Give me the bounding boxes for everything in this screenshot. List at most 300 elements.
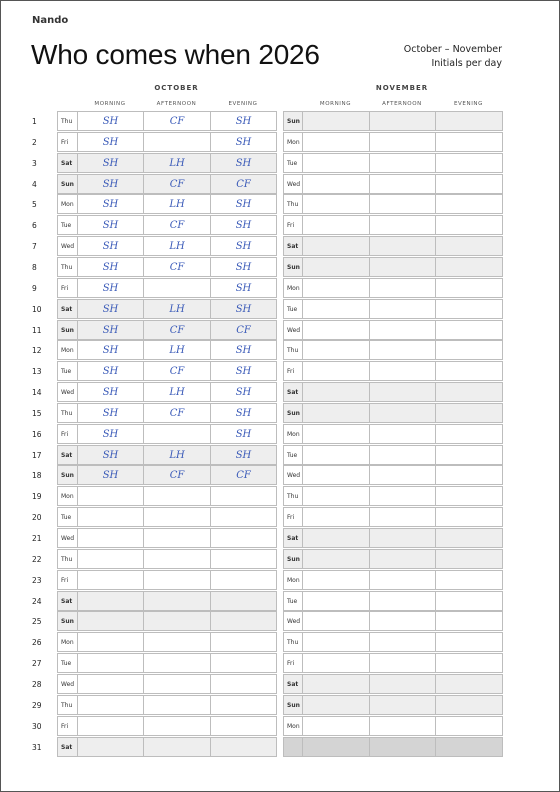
slot-morning[interactable] xyxy=(302,653,370,673)
day-number: 25 xyxy=(32,617,42,627)
day-number: 29 xyxy=(32,700,42,710)
slot-afternoon[interactable] xyxy=(369,424,436,444)
table-row xyxy=(0,717,560,737)
weekday-label: Fri xyxy=(57,424,78,444)
table-row xyxy=(0,300,560,320)
slot-evening[interactable]: SH xyxy=(210,257,277,277)
slot-evening[interactable] xyxy=(435,591,503,611)
slot-afternoon[interactable] xyxy=(143,653,211,673)
weekday-label: Fri xyxy=(57,132,78,152)
unused-cell xyxy=(283,737,303,757)
weekday-label: Sun xyxy=(283,549,303,569)
day-number: 22 xyxy=(32,554,42,564)
month-header-october: OCTOBER xyxy=(154,84,199,92)
slot-evening[interactable]: SH xyxy=(210,194,277,214)
slot-morning[interactable] xyxy=(302,465,370,485)
slot-evening[interactable]: SH xyxy=(210,340,277,360)
slot-afternoon[interactable]: CF xyxy=(143,320,211,340)
col-header-afternoon: AFTERNOON xyxy=(156,101,197,107)
slot-morning[interactable] xyxy=(302,215,370,235)
col-header-morning: MORNING xyxy=(319,101,352,107)
table-row xyxy=(0,279,560,299)
table-row xyxy=(0,175,560,195)
weekday-label: Thu xyxy=(57,257,78,277)
slot-evening[interactable] xyxy=(435,111,503,131)
slot-morning[interactable] xyxy=(302,507,370,527)
slot-afternoon[interactable] xyxy=(369,236,436,256)
table-row xyxy=(0,112,560,132)
slot-morning[interactable] xyxy=(302,424,370,444)
slot-morning[interactable] xyxy=(302,361,370,381)
slot-evening[interactable] xyxy=(435,486,503,506)
day-number: 3 xyxy=(32,158,37,168)
slot-evening[interactable] xyxy=(435,653,503,673)
slot-morning[interactable] xyxy=(302,111,370,131)
weekday-label: Sat xyxy=(283,528,303,548)
day-number: 4 xyxy=(32,179,37,189)
weekday-label: Wed xyxy=(57,236,78,256)
weekday-label: Wed xyxy=(283,465,303,485)
table-row xyxy=(0,154,560,174)
slot-afternoon[interactable] xyxy=(369,361,436,381)
slot-evening[interactable] xyxy=(210,737,277,757)
slot-morning[interactable]: SH xyxy=(77,340,144,360)
slot-afternoon[interactable]: LH xyxy=(143,236,211,256)
slot-morning[interactable] xyxy=(77,716,144,736)
slot-afternoon[interactable] xyxy=(369,382,436,402)
slot-afternoon[interactable]: LH xyxy=(143,340,211,360)
slot-morning[interactable] xyxy=(77,737,144,757)
slot-evening[interactable] xyxy=(210,674,277,694)
slot-morning[interactable] xyxy=(77,695,144,715)
weekday-label: Mon xyxy=(283,570,303,590)
table-row xyxy=(0,425,560,445)
table-row xyxy=(0,404,560,424)
slot-afternoon[interactable] xyxy=(369,528,436,548)
slot-afternoon[interactable] xyxy=(143,549,211,569)
slot-evening[interactable] xyxy=(435,570,503,590)
slot-morning[interactable] xyxy=(77,611,144,631)
slot-afternoon[interactable]: CF xyxy=(143,215,211,235)
weekday-label: Thu xyxy=(57,111,78,131)
weekday-label: Mon xyxy=(57,486,78,506)
table-row xyxy=(0,341,560,361)
slot-afternoon[interactable] xyxy=(369,278,436,298)
slot-afternoon[interactable] xyxy=(369,674,436,694)
slot-evening[interactable] xyxy=(435,424,503,444)
slot-afternoon[interactable]: LH xyxy=(143,445,211,465)
slot-morning[interactable] xyxy=(77,653,144,673)
slot-evening[interactable] xyxy=(435,153,503,173)
slot-morning[interactable]: SH xyxy=(77,403,144,423)
weekday-label: Sat xyxy=(57,591,78,611)
slot-afternoon[interactable] xyxy=(143,611,211,631)
slot-evening[interactable] xyxy=(435,215,503,235)
slot-morning[interactable] xyxy=(77,570,144,590)
weekday-label: Sun xyxy=(57,465,78,485)
slot-morning[interactable] xyxy=(302,340,370,360)
day-number: 10 xyxy=(32,304,42,314)
slot-afternoon[interactable]: CF xyxy=(143,403,211,423)
day-number: 28 xyxy=(32,679,42,689)
slot-morning[interactable]: SH xyxy=(77,299,144,319)
day-number: 1 xyxy=(32,117,37,126)
slot-afternoon[interactable] xyxy=(369,132,436,152)
slot-morning[interactable] xyxy=(302,174,370,194)
day-number: 16 xyxy=(32,429,42,439)
table-row xyxy=(0,633,560,653)
weekday-label: Sat xyxy=(283,674,303,694)
slot-afternoon[interactable] xyxy=(369,653,436,673)
slot-evening[interactable] xyxy=(435,382,503,402)
slot-afternoon[interactable] xyxy=(369,549,436,569)
slot-afternoon[interactable] xyxy=(369,611,436,631)
slot-afternoon[interactable]: CF xyxy=(143,111,211,131)
slot-morning[interactable]: SH xyxy=(77,382,144,402)
unused-cell xyxy=(369,737,436,757)
slot-afternoon[interactable]: LH xyxy=(143,299,211,319)
weekday-label: Wed xyxy=(283,320,303,340)
slot-morning[interactable] xyxy=(302,591,370,611)
slot-evening[interactable] xyxy=(435,632,503,652)
month-header-november: NOVEMBER xyxy=(375,84,429,92)
slot-morning[interactable] xyxy=(302,611,370,631)
slot-afternoon[interactable]: CF xyxy=(143,361,211,381)
slot-morning[interactable] xyxy=(302,445,370,465)
table-row xyxy=(0,592,560,612)
slot-evening[interactable] xyxy=(435,445,503,465)
weekday-label: Tue xyxy=(57,507,78,527)
slot-evening[interactable] xyxy=(435,174,503,194)
col-header-morning: MORNING xyxy=(94,101,126,107)
slot-evening[interactable]: SH xyxy=(210,361,277,381)
slot-morning[interactable]: SH xyxy=(77,153,144,173)
weekday-label: Tue xyxy=(57,653,78,673)
slot-morning[interactable]: SH xyxy=(77,174,144,194)
weekday-label: Thu xyxy=(283,340,303,360)
slot-evening[interactable] xyxy=(210,486,277,506)
slot-evening[interactable]: SH xyxy=(210,132,277,152)
slot-afternoon[interactable] xyxy=(143,632,211,652)
subtitle-range: October – November xyxy=(403,44,502,55)
slot-evening[interactable] xyxy=(210,611,277,631)
weekday-label: Sat xyxy=(57,737,78,757)
slot-evening[interactable]: SH xyxy=(210,403,277,423)
slot-morning[interactable]: SH xyxy=(77,215,144,235)
slot-morning[interactable] xyxy=(302,278,370,298)
day-number: 6 xyxy=(32,221,37,231)
slot-evening[interactable] xyxy=(435,299,503,319)
slot-morning[interactable]: SH xyxy=(77,236,144,256)
slot-morning[interactable]: SH xyxy=(77,111,144,131)
weekday-label: Thu xyxy=(283,632,303,652)
slot-evening[interactable] xyxy=(210,528,277,548)
slot-morning[interactable] xyxy=(302,570,370,590)
weekday-label: Wed xyxy=(283,611,303,631)
weekday-label: Thu xyxy=(283,194,303,214)
slot-afternoon[interactable] xyxy=(143,591,211,611)
slot-evening[interactable] xyxy=(435,194,503,214)
weekday-label: Tue xyxy=(283,153,303,173)
slot-afternoon[interactable]: CF xyxy=(143,257,211,277)
weekday-label: Sun xyxy=(283,403,303,423)
day-number: 5 xyxy=(32,200,37,210)
table-row xyxy=(0,258,560,278)
slot-evening[interactable]: CF xyxy=(210,320,277,340)
day-number: 11 xyxy=(32,325,42,335)
slot-morning[interactable]: SH xyxy=(77,257,144,277)
slot-morning[interactable] xyxy=(302,716,370,736)
table-row xyxy=(0,237,560,257)
col-header-evening: EVENING xyxy=(228,101,258,107)
day-number: 20 xyxy=(32,513,42,523)
slot-evening[interactable] xyxy=(435,465,503,485)
slot-evening[interactable]: SH xyxy=(210,299,277,319)
day-number: 9 xyxy=(32,283,37,293)
slot-evening[interactable]: SH xyxy=(210,215,277,235)
slot-afternoon[interactable] xyxy=(143,528,211,548)
weekday-label: Fri xyxy=(57,570,78,590)
slot-evening[interactable]: SH xyxy=(210,278,277,298)
slot-afternoon[interactable]: CF xyxy=(143,465,211,485)
table-row xyxy=(0,696,560,716)
slot-morning[interactable] xyxy=(302,194,370,214)
slot-evening[interactable] xyxy=(210,653,277,673)
unused-cell xyxy=(302,737,370,757)
table-row xyxy=(0,195,560,215)
slot-evening[interactable]: SH xyxy=(210,236,277,256)
slot-afternoon[interactable] xyxy=(369,320,436,340)
slot-evening[interactable] xyxy=(435,674,503,694)
day-number: 2 xyxy=(32,137,37,147)
table-row xyxy=(0,612,560,632)
weekday-label: Tue xyxy=(57,215,78,235)
table-row xyxy=(0,654,560,674)
slot-evening[interactable] xyxy=(210,716,277,736)
day-number: 21 xyxy=(32,534,42,543)
slot-evening[interactable] xyxy=(210,695,277,715)
table-row xyxy=(0,571,560,591)
slot-morning[interactable] xyxy=(302,528,370,548)
slot-afternoon[interactable]: LH xyxy=(143,382,211,402)
slot-evening[interactable] xyxy=(210,570,277,590)
day-number: 27 xyxy=(32,659,42,669)
slot-morning[interactable] xyxy=(302,257,370,277)
brand-name: Nando xyxy=(32,15,69,26)
slot-morning[interactable] xyxy=(302,695,370,715)
slot-evening[interactable] xyxy=(435,361,503,381)
day-number: 26 xyxy=(32,638,42,648)
slot-morning[interactable] xyxy=(77,507,144,527)
slot-evening[interactable] xyxy=(435,695,503,715)
slot-afternoon[interactable] xyxy=(369,215,436,235)
slot-evening[interactable] xyxy=(435,507,503,527)
slot-morning[interactable] xyxy=(302,299,370,319)
weekday-label: Fri xyxy=(283,653,303,673)
day-number: 13 xyxy=(32,367,42,377)
table-row xyxy=(0,508,560,528)
slot-afternoon[interactable] xyxy=(369,111,436,131)
weekday-label: Thu xyxy=(283,486,303,506)
slot-morning[interactable]: SH xyxy=(77,361,144,381)
table-row xyxy=(0,133,560,153)
slot-evening[interactable]: CF xyxy=(210,174,277,194)
weekday-label: Sun xyxy=(57,611,78,631)
slot-evening[interactable]: SH xyxy=(210,424,277,444)
slot-afternoon[interactable] xyxy=(369,153,436,173)
day-number: 15 xyxy=(32,408,42,418)
slot-morning[interactable] xyxy=(302,403,370,423)
slot-afternoon[interactable]: LH xyxy=(143,153,211,173)
slot-afternoon[interactable] xyxy=(369,403,436,423)
slot-evening[interactable]: CF xyxy=(210,465,277,485)
slot-afternoon[interactable] xyxy=(369,445,436,465)
slot-evening[interactable] xyxy=(435,611,503,631)
weekday-label: Fri xyxy=(283,361,303,381)
slot-morning[interactable] xyxy=(302,549,370,569)
slot-afternoon[interactable] xyxy=(143,737,211,757)
weekday-label: Mon xyxy=(283,424,303,444)
slot-afternoon[interactable] xyxy=(143,674,211,694)
table-row xyxy=(0,446,560,466)
weekday-label: Wed xyxy=(57,674,78,694)
slot-evening[interactable] xyxy=(210,632,277,652)
table-row xyxy=(0,321,560,341)
weekday-label: Sat xyxy=(283,236,303,256)
slot-evening[interactable] xyxy=(435,340,503,360)
slot-afternoon[interactable] xyxy=(143,507,211,527)
slot-afternoon[interactable] xyxy=(143,716,211,736)
slot-afternoon[interactable] xyxy=(369,257,436,277)
weekday-label: Mon xyxy=(57,194,78,214)
weekday-label: Thu xyxy=(57,403,78,423)
slot-morning[interactable]: SH xyxy=(77,465,144,485)
slot-morning[interactable] xyxy=(302,382,370,402)
slot-afternoon[interactable] xyxy=(143,695,211,715)
slot-afternoon[interactable] xyxy=(369,695,436,715)
slot-morning[interactable] xyxy=(302,674,370,694)
day-number: 18 xyxy=(32,471,42,481)
slot-morning[interactable] xyxy=(302,132,370,152)
slot-evening[interactable] xyxy=(435,716,503,736)
table-row xyxy=(0,529,560,549)
slot-evening[interactable] xyxy=(435,278,503,298)
slot-morning[interactable] xyxy=(302,236,370,256)
slot-morning[interactable]: SH xyxy=(77,194,144,214)
weekday-label: Fri xyxy=(57,716,78,736)
weekday-label: Sun xyxy=(283,695,303,715)
slot-evening[interactable] xyxy=(435,257,503,277)
table-row xyxy=(0,487,560,507)
slot-afternoon[interactable] xyxy=(369,507,436,527)
slot-morning[interactable]: SH xyxy=(77,132,144,152)
slot-afternoon[interactable] xyxy=(369,632,436,652)
slot-morning[interactable] xyxy=(302,153,370,173)
slot-afternoon[interactable] xyxy=(143,132,211,152)
weekday-label: Fri xyxy=(283,507,303,527)
slot-morning[interactable] xyxy=(77,674,144,694)
day-number: 8 xyxy=(32,262,37,272)
weekday-label: Wed xyxy=(57,382,78,402)
slot-afternoon[interactable] xyxy=(143,570,211,590)
table-row xyxy=(0,216,560,236)
slot-evening[interactable]: SH xyxy=(210,382,277,402)
weekday-label: Sat xyxy=(57,299,78,319)
slot-morning[interactable] xyxy=(77,528,144,548)
weekday-label: Sat xyxy=(57,445,78,465)
slot-afternoon[interactable] xyxy=(143,424,211,444)
slot-morning[interactable]: SH xyxy=(77,278,144,298)
weekday-label: Tue xyxy=(283,591,303,611)
weekday-label: Mon xyxy=(283,278,303,298)
day-number: 17 xyxy=(32,450,42,460)
slot-morning[interactable] xyxy=(77,591,144,611)
weekday-label: Wed xyxy=(57,528,78,548)
slot-evening[interactable] xyxy=(435,236,503,256)
slot-afternoon[interactable] xyxy=(369,465,436,485)
slot-afternoon[interactable]: LH xyxy=(143,194,211,214)
slot-afternoon[interactable] xyxy=(369,340,436,360)
weekday-label: Thu xyxy=(57,695,78,715)
slot-afternoon[interactable] xyxy=(369,299,436,319)
weekday-label: Thu xyxy=(57,549,78,569)
slot-afternoon[interactable] xyxy=(369,194,436,214)
slot-evening[interactable] xyxy=(435,320,503,340)
slot-morning[interactable] xyxy=(302,486,370,506)
slot-morning[interactable] xyxy=(302,320,370,340)
slot-afternoon[interactable] xyxy=(369,591,436,611)
slot-afternoon[interactable] xyxy=(369,716,436,736)
slot-afternoon[interactable] xyxy=(369,174,436,194)
slot-evening[interactable] xyxy=(435,403,503,423)
weekday-label: Tue xyxy=(283,299,303,319)
slot-afternoon[interactable] xyxy=(143,278,211,298)
day-number: 23 xyxy=(32,575,42,585)
weekday-label: Sun xyxy=(283,111,303,131)
slot-morning[interactable] xyxy=(302,632,370,652)
slot-afternoon[interactable]: CF xyxy=(143,174,211,194)
slot-evening[interactable] xyxy=(210,591,277,611)
page-title: Who comes when 2026 xyxy=(31,39,320,70)
slot-evening[interactable] xyxy=(435,549,503,569)
slot-morning[interactable] xyxy=(77,632,144,652)
slot-afternoon[interactable] xyxy=(369,486,436,506)
day-number: 30 xyxy=(32,721,42,731)
weekday-label: Tue xyxy=(57,361,78,381)
slot-morning[interactable] xyxy=(77,549,144,569)
table-row xyxy=(0,738,560,758)
slot-morning[interactable] xyxy=(77,486,144,506)
weekday-label: Sat xyxy=(57,153,78,173)
table-row xyxy=(0,383,560,403)
table-row xyxy=(0,466,560,486)
slot-morning[interactable]: SH xyxy=(77,424,144,444)
slot-morning[interactable]: SH xyxy=(77,320,144,340)
day-number: 19 xyxy=(32,492,42,502)
slot-evening[interactable]: SH xyxy=(210,111,277,131)
slot-morning[interactable]: SH xyxy=(77,445,144,465)
slot-afternoon[interactable] xyxy=(143,486,211,506)
weekday-label: Fri xyxy=(57,278,78,298)
weekday-label: Fri xyxy=(283,215,303,235)
slot-afternoon[interactable] xyxy=(369,570,436,590)
slot-evening[interactable] xyxy=(435,132,503,152)
slot-evening[interactable] xyxy=(210,549,277,569)
slot-evening[interactable] xyxy=(435,528,503,548)
slot-evening[interactable] xyxy=(210,507,277,527)
slot-evening[interactable]: SH xyxy=(210,445,277,465)
slot-evening[interactable]: SH xyxy=(210,153,277,173)
